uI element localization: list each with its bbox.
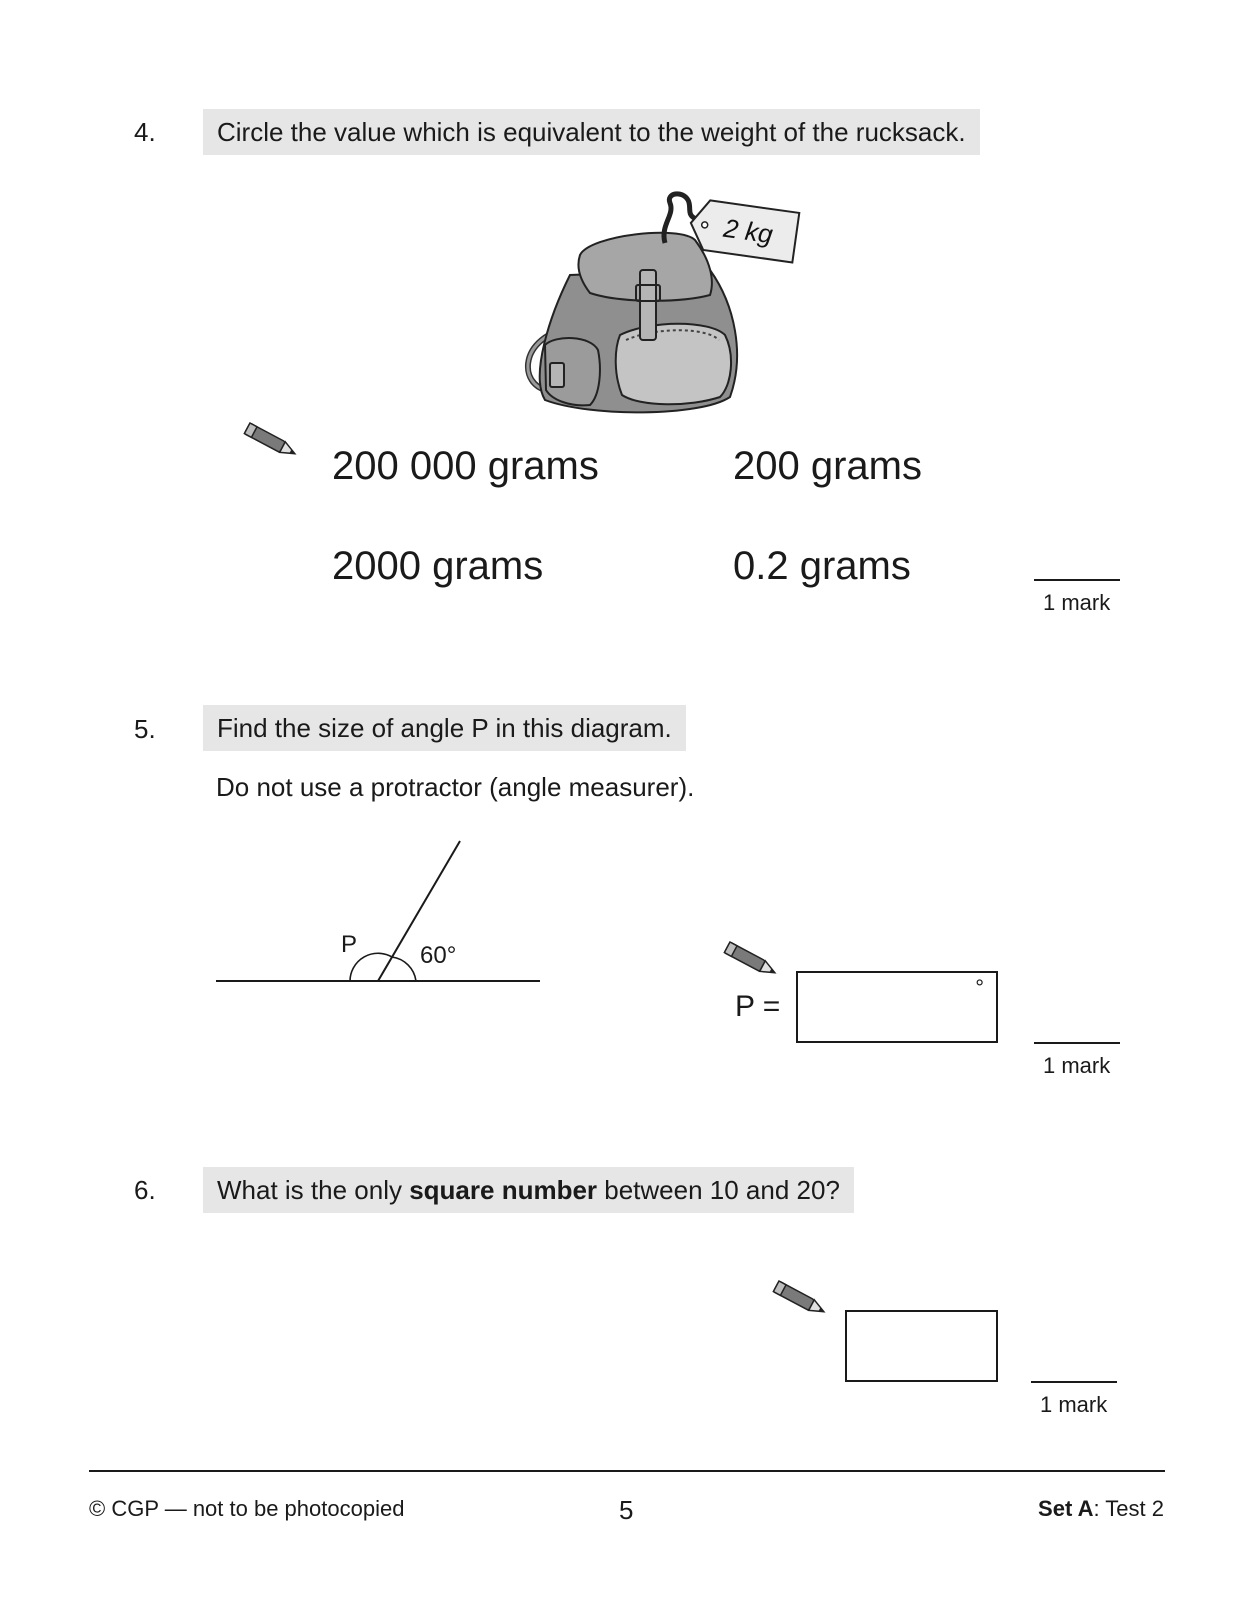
- weight-tag-label: 2 kg: [721, 212, 775, 250]
- answer-label-p: P =: [735, 990, 781, 1023]
- option-0-2-grams[interactable]: 0.2 grams: [733, 544, 911, 588]
- mark-label-q6: 1 mark: [1040, 1392, 1108, 1417]
- option-200000-grams[interactable]: 200 000 grams: [332, 444, 599, 488]
- pencil-icon: [240, 423, 302, 459]
- question-5-instruction: Do not use a protractor (angle measurer).: [216, 772, 695, 802]
- degree-symbol: °: [975, 975, 984, 1000]
- angle-diagram: [210, 835, 550, 995]
- question-6-prompt: [203, 1167, 854, 1213]
- weight-tag: [688, 198, 808, 268]
- answer-box-q6[interactable]: [845, 1310, 998, 1382]
- question-6-prompt-after: between 10 and 20?: [597, 1175, 840, 1205]
- footer-copyright: © CGP — not to be photocopied: [89, 1496, 405, 1521]
- question-5-prompt: Find the size of angle P in this diagram.: [203, 705, 686, 751]
- option-2000-grams[interactable]: 2000 grams: [332, 544, 544, 588]
- mark-line-q5: [1034, 1042, 1120, 1044]
- question-6-prompt-bold: square number: [409, 1175, 598, 1205]
- page-number: 5: [619, 1495, 634, 1525]
- footer-set-bold: Set A: [1038, 1496, 1094, 1521]
- footer-set-rest: : Test 2: [1093, 1496, 1164, 1521]
- footer-divider: [89, 1470, 1165, 1472]
- question-6-prompt-before: What is the only: [217, 1175, 410, 1205]
- angle-p-label: P: [341, 931, 358, 958]
- question-4-prompt: Circle the value which is equivalent to the weight of the rucksack.: [203, 109, 980, 155]
- mark-line-q6: [1031, 1381, 1117, 1383]
- question-5-number: 5.: [134, 714, 156, 744]
- mark-label-q5: 1 mark: [1043, 1053, 1111, 1078]
- mark-label-q4: 1 mark: [1043, 590, 1111, 615]
- footer-set-label: [1038, 1496, 1164, 1522]
- option-200-grams[interactable]: 200 grams: [733, 444, 922, 488]
- mark-line-q4: [1034, 579, 1120, 581]
- question-4-number: 4.: [134, 117, 156, 147]
- question-6-number: 6.: [134, 1175, 156, 1205]
- pencil-icon: [720, 942, 782, 978]
- angle-60-label: 60°: [420, 942, 457, 969]
- pencil-icon: [769, 1281, 831, 1317]
- answer-box-q5[interactable]: [796, 971, 998, 1043]
